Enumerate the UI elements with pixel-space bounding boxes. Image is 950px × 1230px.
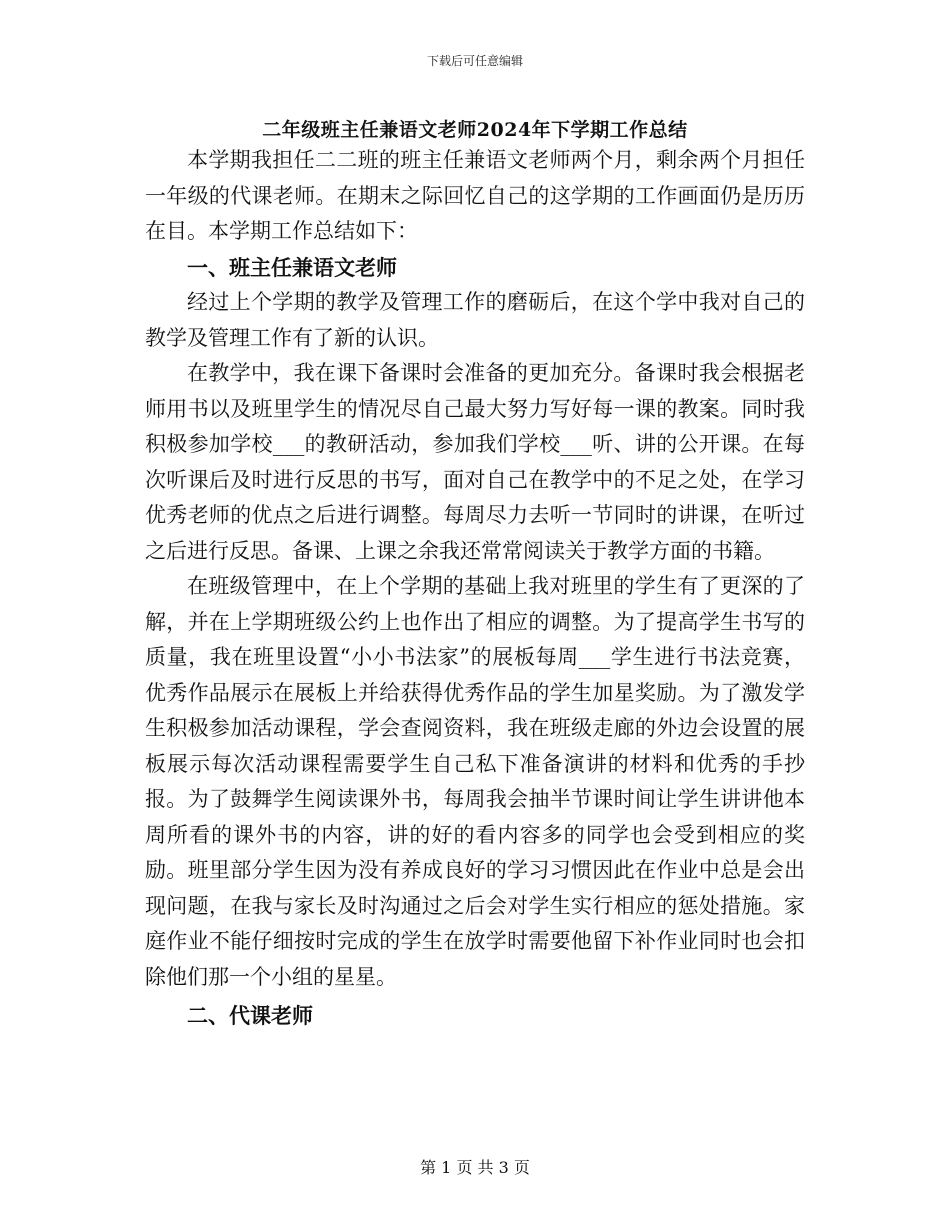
intro-paragraph: 本学期我担任二二班的班主任兼语文老师两个月，剩余两个月担任一年级的代课老师。在期末之际回忆自己的这学期的工作画面仍是历历在目。本学期工作总结如下： <box>145 148 805 243</box>
section-1-paragraph-3: 在班级管理中，在上个学期的基础上我对班里的学生有了更深的了解，并在上学期班级公约上也作出了相应的调整。为了提高学生书写的质量，我在班里设置“小小书法家”的展板每周___学生进行书法竞赛，优秀作品展示在展板上并给获得优秀作品的学生加星奖励。为了激发学生积极参加活动课程，学会查阅资料，我在班级走廊的外边会设置的展板展示每次活动课程需要学生自己私下准备演讲的材料和优秀的手抄报。为了鼓舞学生阅读课外书，每周我会抽半节课时间让学生讲讲他本周所看的课外书的内容，讲的好的看内容多的同学也会受到相应的奖励。班里部分学生因为没有养成良好的学习习惯因此在作业中总是会出现问题，在我与家长及时沟通过之后会对学生实行相应的惩处措施。家庭作业不能仔细按时完成的学生在放学时需要他留下补作业同时也会扣除他们那一个小组的星星。 <box>145 574 805 989</box>
section-1-paragraph-1: 经过上个学期的教学及管理工作的磨砺后，在这个学中我对自己的教学及管理工作有了新的认识。 <box>145 290 805 350</box>
document-body <box>145 143 805 1034</box>
section-1-paragraph-2: 在教学中，我在课下备课时会准备的更加充分。备课时我会根据老师用书以及班里学生的情况尽自己最大努力写好每一课的教案。同时我积极参加学校___的教研活动，参加我们学校___听、讲的公开课。在每次听课后及时进行反思的书写，面对自己在教学中的不足之处，在学习优秀老师的优点之后进行调整。每周尽力去听一节同时的讲课，在听过之后进行反思。备课、上课之余我还常常阅读关于教学方面的书籍。 <box>145 361 805 563</box>
section-1-heading: 一、班主任兼语文老师 <box>187 254 397 280</box>
page-header-note: 下载后可任意编辑 <box>426 54 523 68</box>
page-number-footer: 第 1 页 共 3 页 <box>420 1158 530 1177</box>
section-2-heading: 二、代课老师 <box>187 1003 313 1028</box>
document-title: 二年级班主任兼语文老师2024年下学期工作总结 <box>262 119 688 141</box>
